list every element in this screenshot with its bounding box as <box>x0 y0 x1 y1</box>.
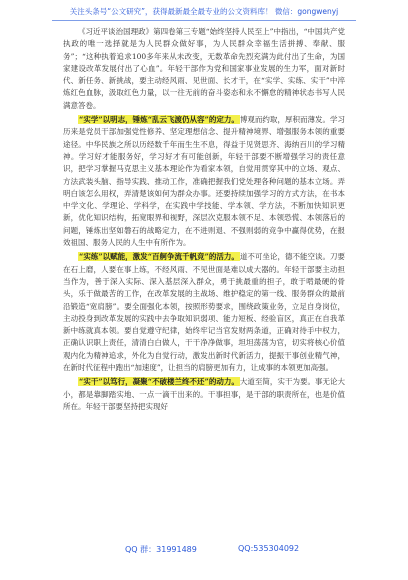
document-body <box>63 26 345 413</box>
header-divider <box>52 20 356 21</box>
paragraph-text: 《习近平谈治国理政》第四卷第三专题“始终坚持人民至上”中指出，“中国共产党执政的唯一选择就是为人民群众做好事，为人民群众幸福生活拼搏、奉献、服务”；“这种执着追求100多年来从未改变，无数革命先烈充满为此付出了生命，为国家建设改革发展付出了心血”。年轻干部作为党和国家事业发展的生力军，面对新时代、新任务、新挑战，要主动经风雨、见世面、长才干，在“实学、实练、实干”中淬炼红色血脉，汲取红色力量，以一往无前的奋斗姿态和永不懈怠的精神状态书写人民满意答卷。 <box>63 27 345 110</box>
qq-number: QQ:535304092 <box>238 544 300 553</box>
qq-group-number: QQ 群：31991489 <box>125 545 197 554</box>
paragraph-text: 道不可坐论，德不能空谈。刀要在石上磨，人要在事上练，不经风雨、不见世面是难以成大器的。年轻干部要主动担当作为，善于深入实际、深入基层深入群众，勇于挑最重的担子，敢于啃最硬的骨头，乐于做最苦的工作，在改革发展的主战场、维护稳定的第一线、服务群众的最前沿锻造“宽肩膀”。要全面强化本领，按照形势要求，围绕政策业务，立足自身岗位，主动投身到改革发展的实践中去争取知识弱项、能力短板、经验盲区，真正在自我革新中练就真本领。要自觉遵守纪律，始终牢记当官发财两条道，正确对待手中权力，正确认识职上责任，清清白白做人，干干净净做事，坦坦荡荡为官，切实将核心价值观内化为精神追求，外化为自觉行动，激发出新时代新活力，提振干事创业精气神，在新时代征程中跑出“加速度”，让担当的肩膀更加有力，让成事的本领更加高强。 <box>63 252 345 373</box>
paragraph-practice <box>63 251 345 374</box>
paragraph-heading-highlight: “实干”以笃行，凝聚“不破楼兰终不还”的动力。 <box>79 377 239 387</box>
paragraph-text: 博观而约取，厚积而薄发。学习历来是党员干部加强党性修养、坚定理想信念、提升精神境界、增强服务本领的重要途径。中华民族之所以历经数千年而生生不息，得益于见贤思齐、海纳百川的学习精神。学习好才能服务好，学习好才有可能创新，年轻干部要不断增强学习的责任意识，把学习掌握马克思主义基本理论作为看家本领，自觉用贯穿其中的立场、观点、方法武装头脑、指导实践、推动工作，准确把握我们党处理各种问题的基本立场。弄明白该怎么用权，弄清楚该如何为群众办事。还要持续加强学习的方式方法，在书本中学文化、学理论、学科学，在实践中学技能、学本领、学方法，不断加快知识更新，优化知识结构，拓宽眼界和视野，深层次克服本领不足、本领恐慌、本领落后的问题，锤炼出坚如磐石的战略定力，在不进则退、不强则弱的竞争中赢得优势，在报效祖国、服务人民的人生中有所作为。 <box>63 115 345 248</box>
paragraph-heading-highlight: “实练”以赋能，激发“百舸争流千帆竞”的活力。 <box>79 252 239 262</box>
paragraph-text: 大道至简，实干为要。事无论大小，都是靠脚踏实地、一点一滴干出来的。干事担事，是干部的职责所在，也是价值所在。年轻干部要坚持把实现好 <box>63 377 345 411</box>
paragraph-study <box>63 114 345 249</box>
page-header: 关注头条号“公文研究”，获得最新最全最专业的公文资料库！ 微信：gongwenyj <box>69 7 339 16</box>
paragraph-intro <box>63 26 345 112</box>
paragraph-action <box>63 376 345 413</box>
paragraph-heading-highlight: “实学”以明志，锤炼“乱云飞渡仍从容”的定力。 <box>79 115 239 125</box>
